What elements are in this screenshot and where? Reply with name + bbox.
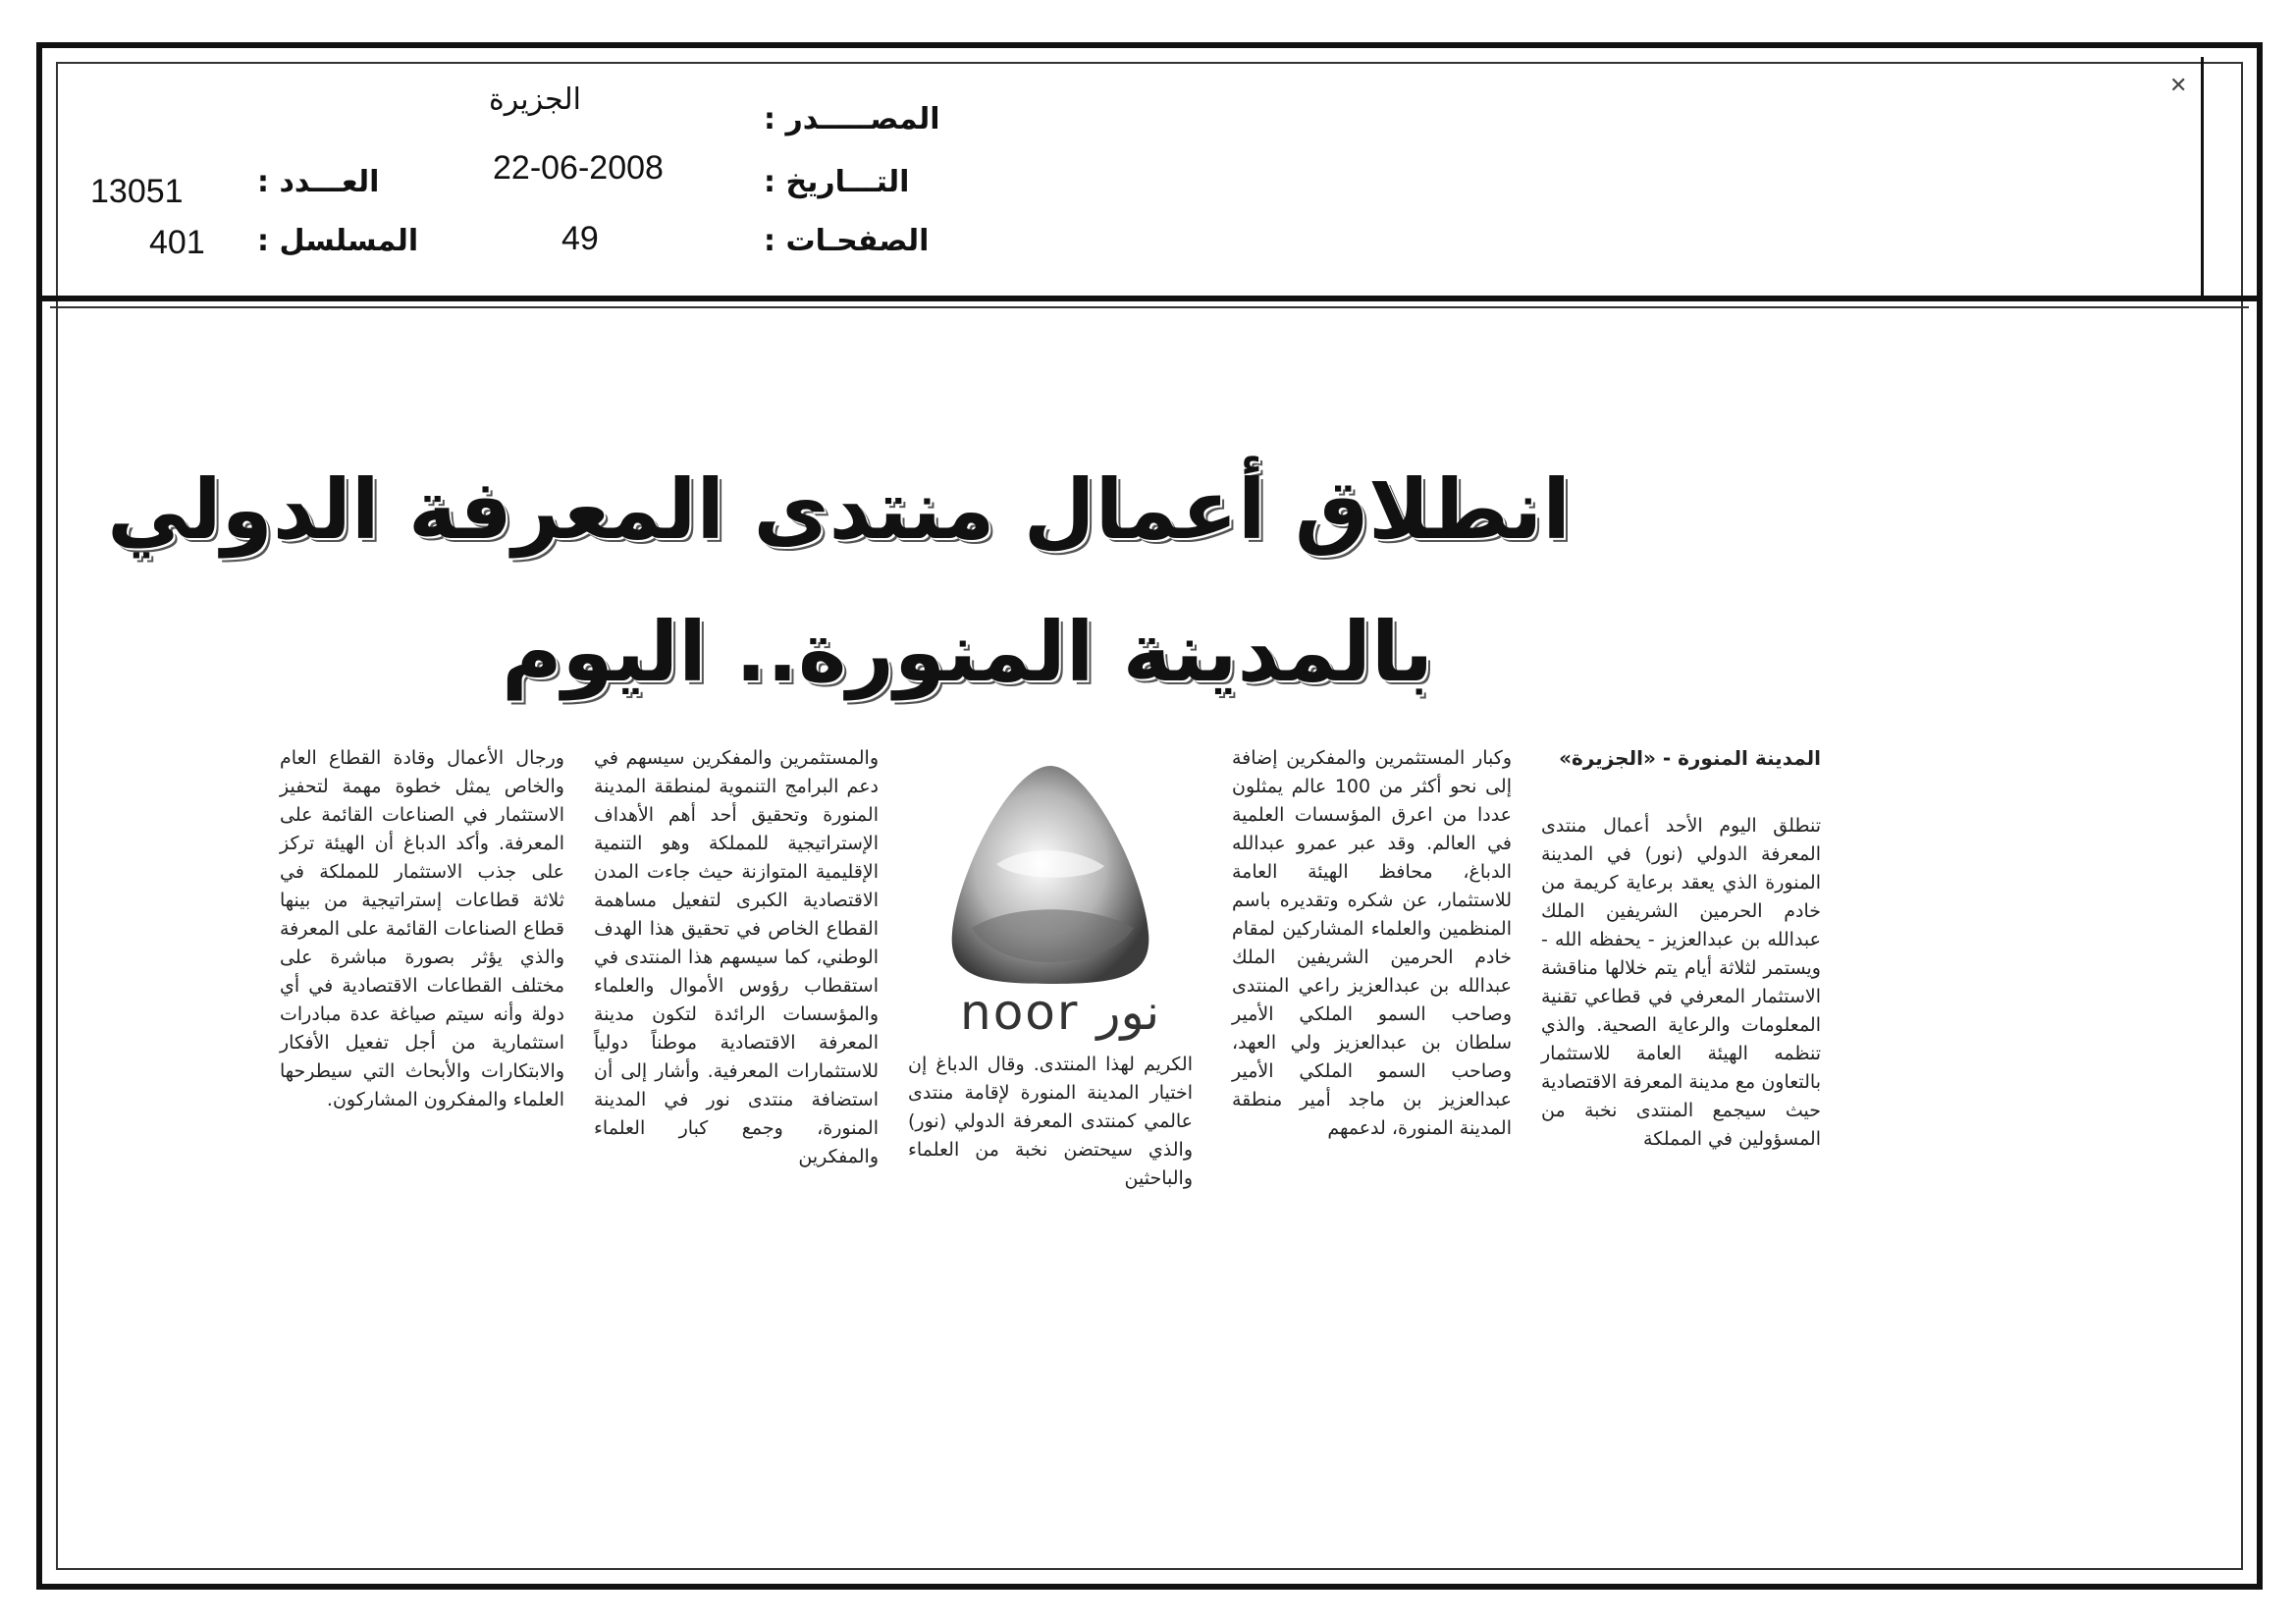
article-column-1 [1541,744,1821,1154]
column-3-text: الكريم لهذا المنتدى. وقال الدباغ إن اختيار المدينة المنورة لإقامة منتدى عالمي كمنتدى المعرفة الدولي (نور) والذي سيحتضن نخبة من العلماء والباحثين [908,1054,1193,1189]
header-divider [36,296,2263,301]
header-divider-thin [50,306,2249,308]
issue-value: 13051 [90,173,184,210]
header-side-rule [2201,57,2204,296]
dateline: المدينة المنورة - «الجزيرة» [1559,746,1821,770]
headline-line-2: بالمدينة المنورة.. اليوم [502,604,1433,700]
article-column-2 [1232,744,1512,1143]
date-label: التـــاريخ : [764,165,910,199]
noor-logo-text: noor نور [960,984,1160,1041]
serial-label: المسلسل : [257,224,419,258]
serial-value: 401 [149,224,205,261]
column-2-text: وكبار المستثمرين والمفكرين إضافة إلى نحو أكثر من 100 عالم يمثلون عددا من اعرق المؤسسات العلمية في العالم. وقد عبر عمرو عبدالله الدباغ، محافظ الهيئة العامة للاستثمار، عن شكره وتقديره باسم المنظمين والعلماء المشاركين لمقام خادم الحرمين الشريفين الملك عبدالله بن عبدالعزيز راعي المنتدى وصاحب السمو الملكي الأمير سلطان بن عبدالعزيز ولي العهد، وصاحب السمو الملكي الأمير عبدالعزيز بن ماجد أمير منطقة المدينة المنورة، لدعمهم [1232,747,1512,1139]
pages-label: الصفحـات : [764,224,930,258]
article-column-3 [908,1051,1193,1193]
column-5-text: ورجال الأعمال وقادة القطاع العام والخاص يمثل خطوة مهمة لتحفيز الاستثمار في الصناعات القائمة على المعرفة. وأكد الدباغ أن الهيئة تركز على جذب الاستثمار للمملكة في ثلاثة قطاعات إستراتيجية من بينها قطاع الصناعات القائمة على المعرفة والذي يؤثر بصورة مباشرة على مختلف القطاعات الاقتصادية في أي دولة وأنه سيتم صياغة عدة مبادرات استثمارية من أجل تفعيل الأفكار والابتكارات والأبحاث التي سيطرحها العلماء والمفكرون المشاركون. [280,747,564,1110]
pages-value: 49 [561,220,599,257]
date-value: 22-06-2008 [493,149,664,187]
corner-mark-icon: ✕ [2169,74,2188,98]
headline-line-1: انطلاق أعمال منتدى المعرفة الدولي [107,461,1571,558]
article-column-4 [594,744,879,1171]
issue-label: العـــدد : [257,165,380,199]
source-value: الجزيرة [489,82,582,117]
article-column-5 [280,744,564,1114]
column-4-text: والمستثمرين والمفكرين سيسهم في دعم البرامج التنموية لمنطقة المدينة المنورة وتحقيق أحد أهم الأهداف الإستراتيجية للمملكة وهو التنمية الإقليمية المتوازنة حيث جاءت المدن الاقتصادية الكبرى لتفعيل مساهمة القطاع الخاص في تحقيق هذا الهدف الوطني، كما سيسهم هذا المنتدى في استقطاب رؤوس الأموال والعلماء والمؤسسات الرائدة لتكون مدينة المعرفة الاقتصادية موطناً دولياً للاستثمارات المعرفية. وأشار إلى أن استضافة منتدى نور في المدينة المنورة، وجمع كبار العلماء والمفكرين [594,747,879,1167]
source-label: المصـــــدر : [764,102,940,136]
column-1-text: تنطلق اليوم الأحد أعمال منتدى المعرفة الدولي (نور) في المدينة المنورة الذي يعقد برعاية كريمة من خادم الحرمين الشريفين الملك عبدالله بن عبدالعزيز - يحفظه الله - ويستمر لثلاثة أيام يتم خلالها مناقشة الاستثمار المعرفي في قطاعي تقنية المعلومات والرعاية الصحية. والذي تنظمه الهيئة العامة للاستثمار بالتعاون مع مدينة المعرفة الاقتصادية حيث سيجمع المنتدى نخبة من المسؤولين في المملكة [1541,815,1821,1150]
